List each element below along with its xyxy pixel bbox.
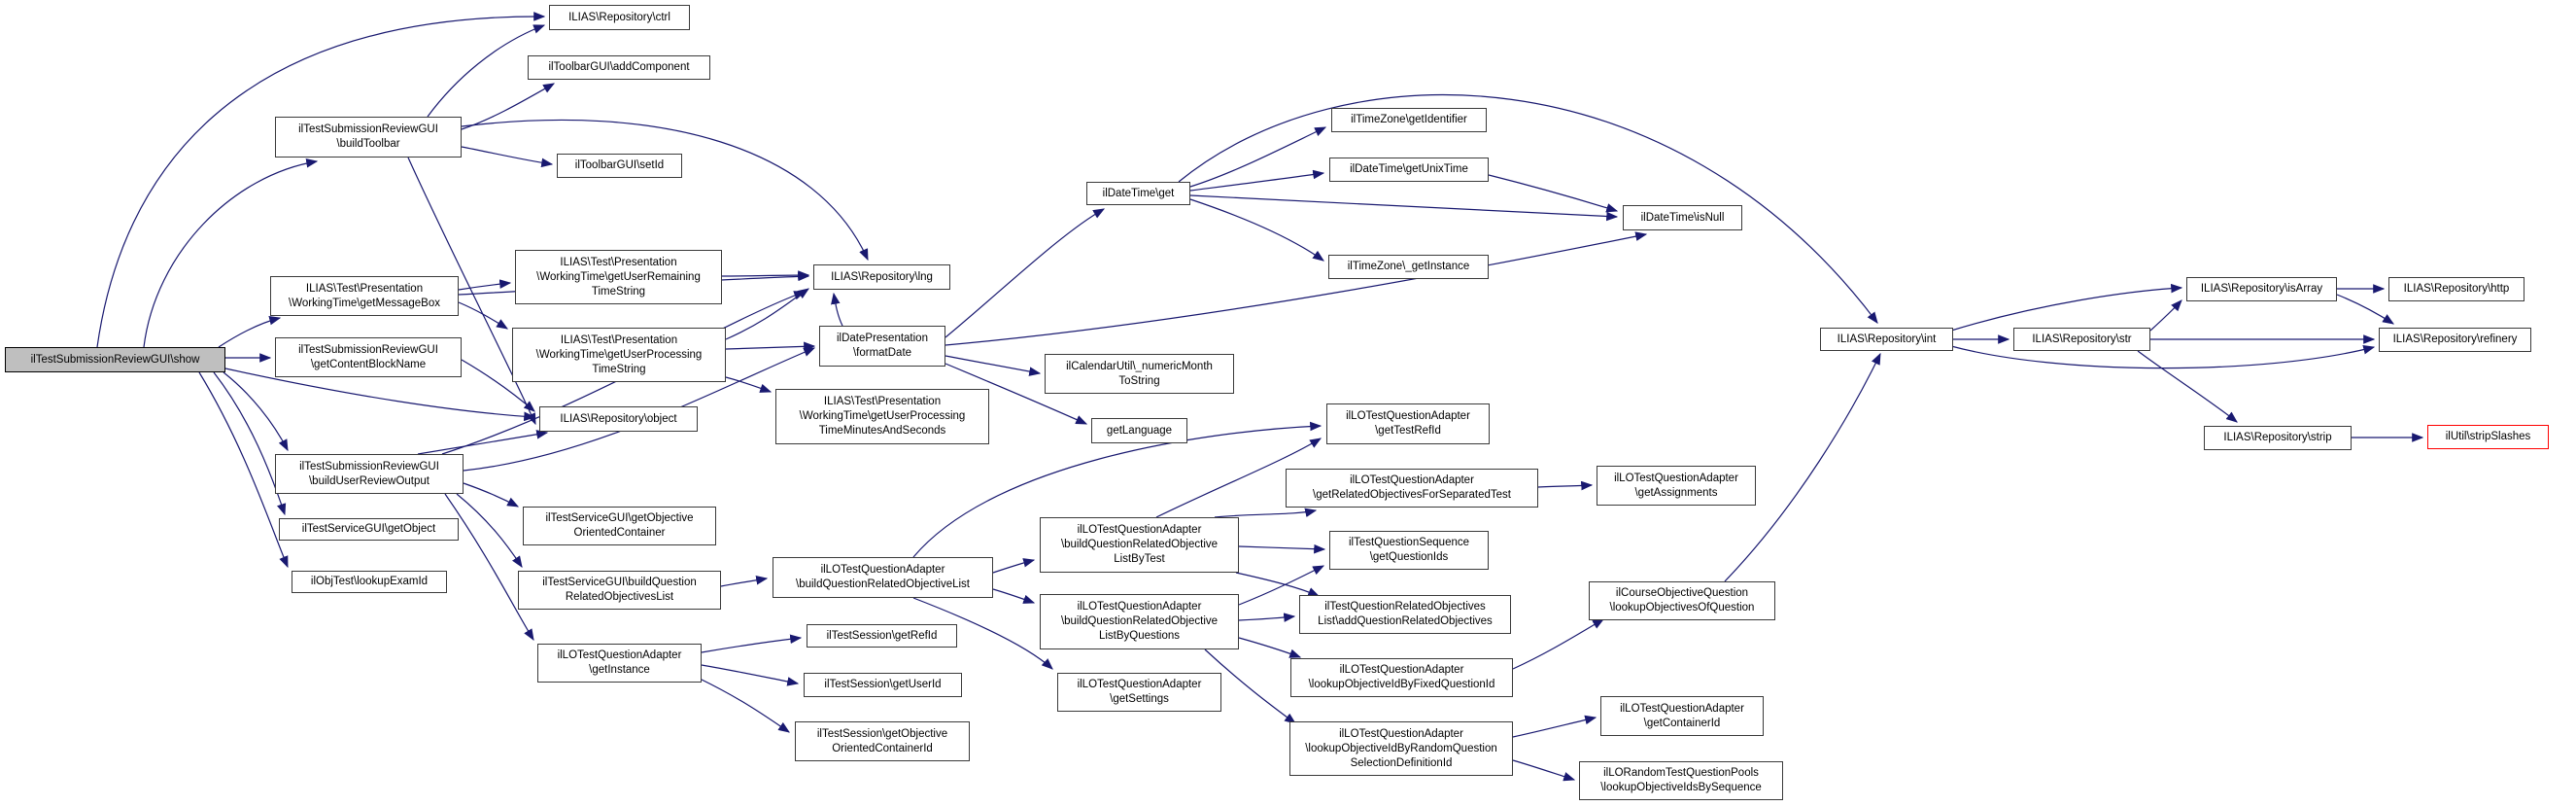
edge-buildToolbar-ctrl xyxy=(428,25,544,117)
node-stripSlashes[interactable] xyxy=(2427,425,2549,449)
node-label-line: \WorkingTime\getMessageBox xyxy=(289,297,440,309)
edge-getUserProcessing-formatDate xyxy=(726,346,814,349)
node-label-line: ILIAS\Repository\str xyxy=(2032,333,2132,345)
edge-getInstance-getObjOrientedContainerId xyxy=(700,679,789,732)
node-label-line: \buildQuestionRelatedObjective xyxy=(1060,539,1219,550)
node-label-line: ilObjTest\lookupExamId xyxy=(310,576,429,587)
node-getContainerId[interactable] xyxy=(1600,696,1764,736)
node-getObjOrientedContainer[interactable] xyxy=(523,507,716,545)
node-label-line: TimeString xyxy=(592,363,646,375)
edge-show-buildToolbar xyxy=(144,161,317,347)
node-getLanguage[interactable] xyxy=(1091,418,1187,443)
node-label-line: ilTestSession\getObjective xyxy=(816,727,948,740)
node-int[interactable] xyxy=(1820,328,1953,351)
node-label-line: ILIAS\Test\Presentation xyxy=(560,333,678,346)
node-getRelObjSepTest[interactable] xyxy=(1286,469,1538,508)
edge-buildToolbar-setId xyxy=(462,147,552,164)
node-label-line: ilLOTestQuestionAdapter xyxy=(1614,472,1738,484)
edge-buildQRObjectiveList-listByTest xyxy=(993,560,1034,573)
node-formatDate[interactable] xyxy=(819,326,945,367)
node-label-line: ilTestSubmissionReviewGUI\show xyxy=(30,353,200,366)
edge-formatDate-isNull xyxy=(945,234,1646,345)
node-label-line: \getAssignments xyxy=(1634,486,1718,499)
node-label-line: ILIAS\Test\Presentation xyxy=(560,256,677,268)
node-getMessageBox[interactable] xyxy=(270,276,459,316)
node-refinery[interactable] xyxy=(2379,328,2531,352)
node-buildUserReviewOutput[interactable] xyxy=(275,454,464,494)
edge-buildQRObjectivesList-buildQRObjectiveList xyxy=(721,578,767,586)
node-getSettings[interactable] xyxy=(1057,673,1221,712)
node-label-line: ilTestSession\getRefId xyxy=(826,629,938,642)
node-getUserId[interactable] xyxy=(804,673,962,697)
node-label-line: ilLOTestQuestionAdapter xyxy=(1350,474,1474,486)
node-label-line: ilTestSubmissionReviewGUI xyxy=(298,123,438,135)
node-lookupByFixedQ[interactable] xyxy=(1290,658,1513,697)
node-label-line: \lookupObjectiveIdsBySequence xyxy=(1600,782,1762,793)
node-getInstanceTZ[interactable] xyxy=(1328,255,1489,279)
edge-str-isArray xyxy=(2150,300,2181,331)
node-isArray[interactable] xyxy=(2186,277,2337,301)
node-label-line: ilCalendarUtil\_numericMonth xyxy=(1066,360,1213,372)
node-getUserProcessing[interactable] xyxy=(512,328,726,382)
node-label-line: \WorkingTime\getUserRemaining xyxy=(536,270,701,283)
edge-getInstance-getRefId xyxy=(702,638,801,652)
node-label-line: ilLOTestQuestionAdapter xyxy=(1339,727,1463,740)
node-label-line: ilTestSubmissionReviewGUI xyxy=(299,460,439,473)
edge-buildUserReviewOutput-getObjOrientedContainer xyxy=(464,483,518,507)
node-getObject[interactable] xyxy=(279,518,459,541)
node-getUnixTime[interactable] xyxy=(1329,158,1489,182)
node-label-line: \lookupObjectiveIdByFixedQuestionId xyxy=(1308,679,1495,690)
node-label-line: SelectionDefinitionId xyxy=(1350,756,1453,769)
node-get[interactable] xyxy=(1086,182,1190,205)
node-label-line: ilTimeZone\_getInstance xyxy=(1347,261,1470,272)
edge-listByTest-addQRObjectives xyxy=(1236,573,1319,596)
node-getIdentifier[interactable] xyxy=(1331,108,1487,132)
node-getQuestionIds[interactable] xyxy=(1329,531,1489,570)
node-label-line: getLanguage xyxy=(1106,424,1173,437)
edge-show-buildUserReviewOutput xyxy=(223,372,288,450)
node-lookupObjOfQuestion[interactable] xyxy=(1589,581,1775,620)
edge-formatDate-numericMonth xyxy=(945,356,1040,373)
node-label-line: ILIAS\Repository\lng xyxy=(831,270,933,283)
node-label-line: ILIAS\Repository\strip xyxy=(2223,432,2332,443)
node-label-line: ilTestServiceGUI\buildQuestion xyxy=(542,577,697,588)
node-getUserRemaining[interactable] xyxy=(515,250,722,304)
node-label-line: ilLORandomTestQuestionPools xyxy=(1603,767,1759,779)
edge-getUserProcessing-lng xyxy=(726,289,808,339)
node-label-line: ilDatePresentation xyxy=(837,333,928,344)
node-label-line: \buildQuestionRelatedObjectiveList xyxy=(796,578,970,590)
edge-listByTest-getRelObjSepTest xyxy=(1215,510,1316,517)
node-label-line: \getSettings xyxy=(1110,693,1169,705)
edge-buildToolbar-lng xyxy=(462,120,868,260)
edge-str-strip xyxy=(2138,351,2237,422)
node-label-line: \WorkingTime\getUserProcessing xyxy=(535,348,703,361)
node-label-line: ilLOTestQuestionAdapter xyxy=(1077,524,1202,536)
node-label-line: ilTestQuestionSequence xyxy=(1348,537,1470,548)
edge-listByTest-getQuestionIds xyxy=(1239,546,1324,549)
node-label-line: \getContainerId xyxy=(1643,717,1721,729)
node-label-line: \formatDate xyxy=(852,347,912,359)
node-lookupByRandomQ[interactable] xyxy=(1289,721,1513,776)
node-buildQRObjectivesList[interactable] xyxy=(518,571,721,610)
node-listByTest[interactable] xyxy=(1040,517,1239,573)
node-label-line: \getContentBlockName xyxy=(310,358,427,370)
edge-get-getUnixTime xyxy=(1190,173,1323,191)
node-addComponent[interactable] xyxy=(528,55,710,80)
node-label-line: ilToolbarGUI\addComponent xyxy=(548,61,690,73)
node-label-line: ilLOTestQuestionAdapter xyxy=(1620,702,1744,715)
edge-lookupByRandomQ-lookupObjIdsBySeq xyxy=(1513,760,1574,780)
node-numericMonth[interactable] xyxy=(1045,354,1234,394)
node-setId[interactable] xyxy=(557,154,682,178)
node-getRefId[interactable] xyxy=(807,624,957,648)
node-addQRObjectives[interactable] xyxy=(1299,595,1511,634)
edge-getUserRemaining-lng xyxy=(722,275,808,276)
node-label-line: ilLOTestQuestionAdapter xyxy=(1346,410,1470,422)
node-label-line: TimeString xyxy=(591,285,646,298)
node-ctrl[interactable] xyxy=(549,5,690,30)
node-label-line: List\addQuestionRelatedObjectives xyxy=(1318,615,1493,627)
node-label-line: ILIAS\Repository\object xyxy=(560,412,677,425)
node-label-line: OrientedContainerId xyxy=(832,742,933,754)
node-label-line: \lookupObjectivesOfQuestion xyxy=(1609,602,1755,613)
edge-formatDate-get xyxy=(945,209,1104,337)
edge-get-int xyxy=(1179,95,1877,323)
edge-listByQuestions-addQRObjectives xyxy=(1239,616,1294,620)
node-label-line: ilDateTime\isNull xyxy=(1640,211,1725,224)
edge-get-getInstanceTZ xyxy=(1190,199,1323,261)
edge-show-getMessageBox xyxy=(219,318,280,347)
node-label-line: RelatedObjectivesList xyxy=(565,591,674,603)
node-label-line: ilDateTime\get xyxy=(1102,187,1175,199)
node-buildToolbar[interactable] xyxy=(275,117,462,158)
edge-buildQRObjectiveList-listByQuestions xyxy=(993,589,1034,603)
node-label-line: ToString xyxy=(1118,374,1160,387)
edge-isArray-refinery xyxy=(2337,295,2393,324)
node-label-line: ilLOTestQuestionAdapter xyxy=(557,649,682,661)
node-label-line: ILIAS\Test\Presentation xyxy=(305,282,424,295)
edge-int-isArray xyxy=(1951,288,2181,331)
node-label-line: ilLOTestQuestionAdapter xyxy=(820,564,945,576)
node-label-line: ILIAS\Repository\isArray xyxy=(2200,283,2323,295)
edge-buildUserReviewOutput-object xyxy=(418,433,547,454)
node-label-line: \getRelatedObjectivesForSeparatedTest xyxy=(1313,489,1511,501)
edge-lookupByFixedQ-lookupObjOfQuestion xyxy=(1513,619,1603,669)
node-label-line: ILIAS\Repository\ctrl xyxy=(568,11,670,23)
node-label-line: ilTestServiceGUI\getObject xyxy=(301,523,436,535)
node-label-line: \lookupObjectiveIdByRandomQuestion xyxy=(1305,742,1497,754)
node-label-line: ilTestSession\getUserId xyxy=(824,679,942,690)
node-isNull[interactable] xyxy=(1623,205,1742,230)
edge-get-isNull xyxy=(1190,195,1617,217)
node-label-line: ilTestQuestionRelatedObjectives xyxy=(1324,601,1486,613)
node-getTestRefId[interactable] xyxy=(1326,403,1490,444)
node-getObjOrientedContainerId[interactable] xyxy=(795,721,970,761)
edge-getMessageBox-getUserRemaining xyxy=(459,283,510,290)
node-label-line: ilTestServiceGUI\getObjective xyxy=(545,512,694,524)
node-label-line: ListByQuestions xyxy=(1098,630,1181,642)
node-label-line: \WorkingTime\getUserProcessing xyxy=(799,410,966,422)
node-strip[interactable] xyxy=(2204,426,2352,450)
node-label-line: ilLOTestQuestionAdapter xyxy=(1077,679,1202,690)
node-label-line: ilLOTestQuestionAdapter xyxy=(1077,601,1202,613)
node-lookupObjIdsBySeq[interactable] xyxy=(1579,761,1783,800)
node-listByQuestions[interactable] xyxy=(1040,594,1239,649)
node-getUserProcMinSec[interactable] xyxy=(775,389,989,444)
node-getInstance[interactable] xyxy=(537,644,702,683)
edge-getRelObjSepTest-getAssignments xyxy=(1538,485,1592,487)
node-getContentBlockName[interactable] xyxy=(275,337,462,377)
node-label-line: \buildQuestionRelatedObjective xyxy=(1060,615,1219,627)
edge-buildUserReviewOutput-buildQRObjectivesList xyxy=(457,494,522,567)
edge-lookupByRandomQ-getContainerId xyxy=(1513,718,1596,737)
node-label-line: ILIAS\Repository\int xyxy=(1837,333,1937,345)
node-label-line: TimeMinutesAndSeconds xyxy=(818,425,946,437)
node-lookupExamId[interactable] xyxy=(292,571,447,593)
node-label-line: \buildUserReviewOutput xyxy=(308,474,429,487)
edge-getUnixTime-isNull xyxy=(1489,175,1617,211)
edge-formatDate-lng xyxy=(834,294,842,326)
edge-buildUserReviewOutput-getInstance xyxy=(445,494,533,640)
node-label-line: \getQuestionIds xyxy=(1369,551,1449,563)
node-http[interactable] xyxy=(2388,277,2524,301)
node-label-line: ILIAS\Repository\http xyxy=(2403,283,2510,295)
node-lng[interactable] xyxy=(813,264,950,290)
node-label-line: ilTestSubmissionReviewGUI xyxy=(298,343,438,356)
edge-listByQuestions-lookupByFixedQ xyxy=(1239,638,1300,657)
node-label-line: \getInstance xyxy=(589,664,650,676)
node-getAssignments[interactable] xyxy=(1597,466,1756,506)
node-label-line: ILIAS\Test\Presentation xyxy=(823,396,942,407)
node-label-line: ilToolbarGUI\setId xyxy=(574,159,665,171)
node-label-line: ilLOTestQuestionAdapter xyxy=(1339,664,1464,676)
node-label-line: ilCourseObjectiveQuestion xyxy=(1615,587,1749,599)
node-label-line: ilUtil\stripSlashes xyxy=(2445,431,2531,442)
node-label-line: ilTimeZone\getIdentifier xyxy=(1351,114,1467,125)
node-label-line: ListByTest xyxy=(1114,553,1165,565)
node-label-line: ilDateTime\getUnixTime xyxy=(1350,163,1468,175)
node-object[interactable] xyxy=(539,406,698,432)
node-label-line: \getTestRefId xyxy=(1375,425,1441,437)
node-str[interactable] xyxy=(2013,328,2150,351)
node-label-line: ILIAS\Repository\refinery xyxy=(2392,333,2518,345)
node-label-line: OrientedContainer xyxy=(573,527,666,539)
node-show xyxy=(5,347,225,372)
edge-getInstance-getUserId xyxy=(702,665,798,683)
edge-get-getIdentifier xyxy=(1190,127,1325,187)
node-label-line: \buildToolbar xyxy=(336,138,400,150)
node-buildQRObjectiveList[interactable] xyxy=(773,557,993,598)
